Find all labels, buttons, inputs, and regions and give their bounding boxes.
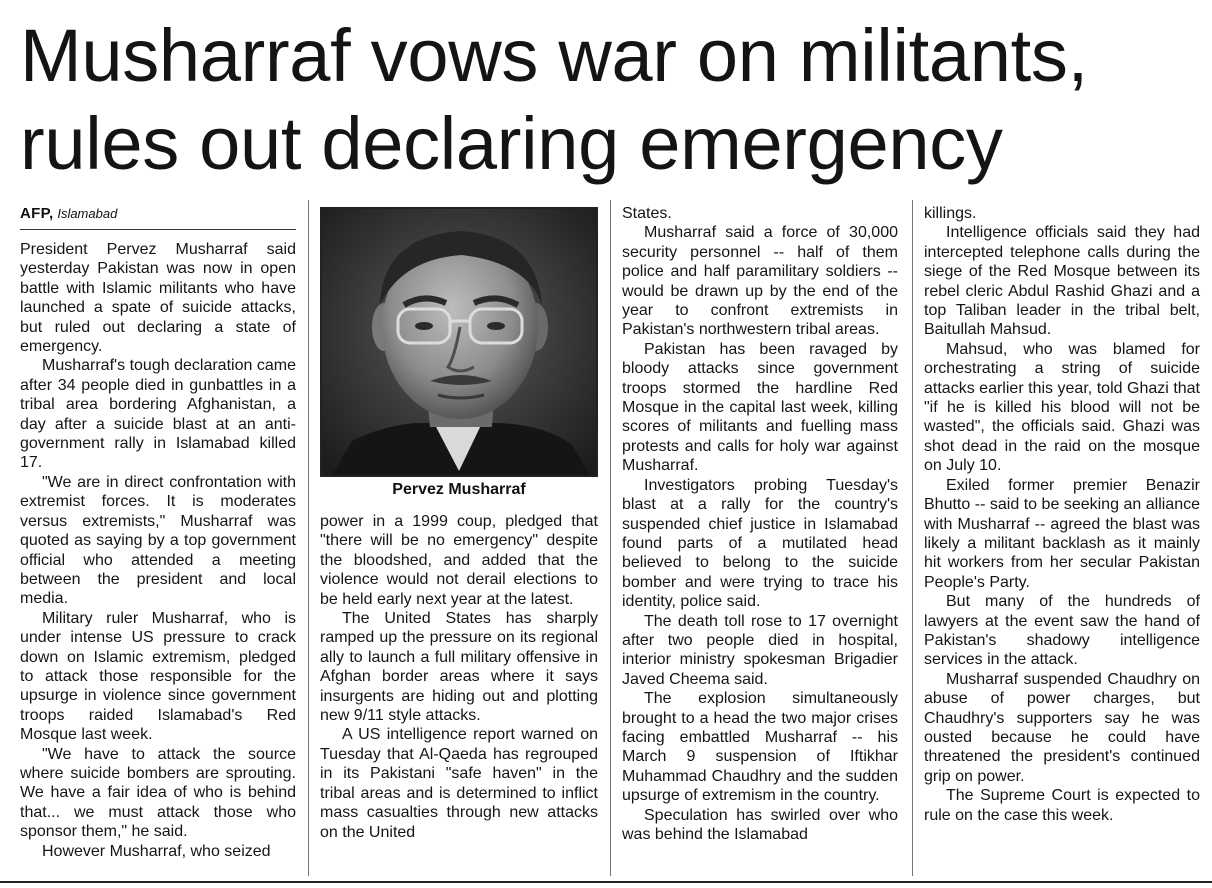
paragraph: The death toll rose to 17 overnight after two people died in hospital, interior ministry spokesman Brigadier Javed Cheema said. xyxy=(622,612,898,688)
column-divider xyxy=(610,200,611,876)
paragraph: "We have to attack the source where suicide bombers are sprouting. We have a fair idea of who is behind that... we must attack those who sponsor them," he said. xyxy=(20,745,296,841)
byline-place: Islamabad xyxy=(57,206,118,221)
paragraph: However Musharraf, who seized xyxy=(42,842,271,860)
paragraph: President Pervez Musharraf said yesterday Pakistan was now in open battle with Islamic militants who have launched a spate of suicide attacks, but ruled out declaring a state of emergency. xyxy=(20,241,296,356)
paragraph: Musharraf said a force of 30,000 security personnel -- half of them police and half paramilitary soldiers -- would be drawn up by the end of the year to confront extremists in Pakistan's northwestern tribal areas. xyxy=(622,224,898,339)
paragraph: The Supreme Court is expected to rule on the case this week. xyxy=(924,787,1200,824)
column-divider xyxy=(912,200,913,876)
photo-caption: Pervez Musharraf xyxy=(392,481,526,498)
headline-line-1: Musharraf vows war on militants, xyxy=(20,14,1088,97)
portrait-photo xyxy=(320,207,598,477)
headline xyxy=(20,12,1205,188)
paragraph: States. xyxy=(622,205,672,222)
paragraph: A US intelligence report warned on Tuesday that Al-Qaeda has regrouped in its Pakistani "safe haven" in the tribal areas and is determined to inflict mass casualties through new attacks on the United xyxy=(320,726,598,841)
paragraph: The explosion simultaneously brought to a head the two major crises facing embattled Musharraf -- his March 9 suspension of Iftikhar Muhammad Chaudhry and the sudden upsurge of extremism in the country. xyxy=(622,690,898,805)
paragraph: Investigators probing Tuesday's blast at a rally for the country's suspended chief justice in Islamabad found parts of a mutilated head believed to belong to the suicide bomber and were trying to trace his identity, police said. xyxy=(622,476,898,611)
paragraph: Speculation has swirled over who was behind the Islamabad xyxy=(622,806,898,843)
paragraph: "We are in direct confrontation with extremist forces. It is moderates versus extremists," Musharraf was quoted as saying by a top government official who attended a meeting between the president and local media. xyxy=(20,473,296,608)
byline-agency: AFP, xyxy=(20,205,54,222)
headline-line-2: rules out declaring emergency xyxy=(20,102,1003,185)
paragraph: power in a 1999 coup, pledged that "there will be no emergency" despite the bloodshed, and added that the violence would not derail elections to be held early next year at the latest. xyxy=(320,513,598,608)
article-column-4 xyxy=(924,204,1200,825)
paragraph: The United States has sharply ramped up the pressure on its regional ally to launch a full military offensive in Afghan border areas where it says insurgents are hiding out and plotting new 9/11 style attacks. xyxy=(320,610,598,725)
paragraph: Musharraf's tough declaration came after 34 people died in gunbattles in a tribal area bordering Afghanistan, a day after a suicide blast at an anti-government rally in Islamabad killed 17. xyxy=(20,357,296,472)
cropped-previous-line xyxy=(0,0,1212,6)
paragraph: But many of the hundreds of lawyers at the event saw the hand of Pakistan's shadowy intelligence services in the attack. xyxy=(924,593,1200,669)
portrait-illustration xyxy=(322,209,596,475)
article-column-3 xyxy=(622,204,898,844)
byline-rule xyxy=(20,229,296,230)
paragraph: Pakistan has been ravaged by bloody attacks since government troops stormed the hardline Red Mosque in the capital last week, killing scores of militants and fuelling mass protests and calls for holy war against Musharraf. xyxy=(622,340,898,475)
paragraph: killings. xyxy=(924,205,977,222)
article-column-2 xyxy=(320,512,598,842)
byline xyxy=(20,205,117,222)
bottom-rule xyxy=(0,881,1212,883)
paragraph: Military ruler Musharraf, who is under intense US pressure to crack down on Islamic extremism, pledged to attack those responsible for the upsurge in violence since government troops raided Islamabad's Red Mosque last week. xyxy=(20,609,296,744)
paragraph: Intelligence officials said they had intercepted telephone calls during the siege of the Red Mosque between its rebel cleric Abdul Rashid Ghazi and a top Taliban leader in the tribal belt, Baitullah Mahsud. xyxy=(924,224,1200,339)
paragraph: Musharraf suspended Chaudhry on abuse of power charges, but Chaudhry's supporters say he was ousted because he could have threatened the president's continued grip on power. xyxy=(924,670,1200,785)
article-column-1 xyxy=(20,240,296,861)
paragraph: Mahsud, who was blamed for orchestrating a string of suicide attacks earlier this year, told Ghazi that "if he is killed his blood will not be wasted", the officials said. Ghazi was shot dead in the raid on the mosque on July 10. xyxy=(924,340,1200,475)
column-divider xyxy=(308,200,309,876)
paragraph: Exiled former premier Benazir Bhutto -- said to be seeking an alliance with Musharraf -- agreed the blast was likely a militant backlash as it mainly hit workers from her secular Pakistan People's Party. xyxy=(924,476,1200,591)
